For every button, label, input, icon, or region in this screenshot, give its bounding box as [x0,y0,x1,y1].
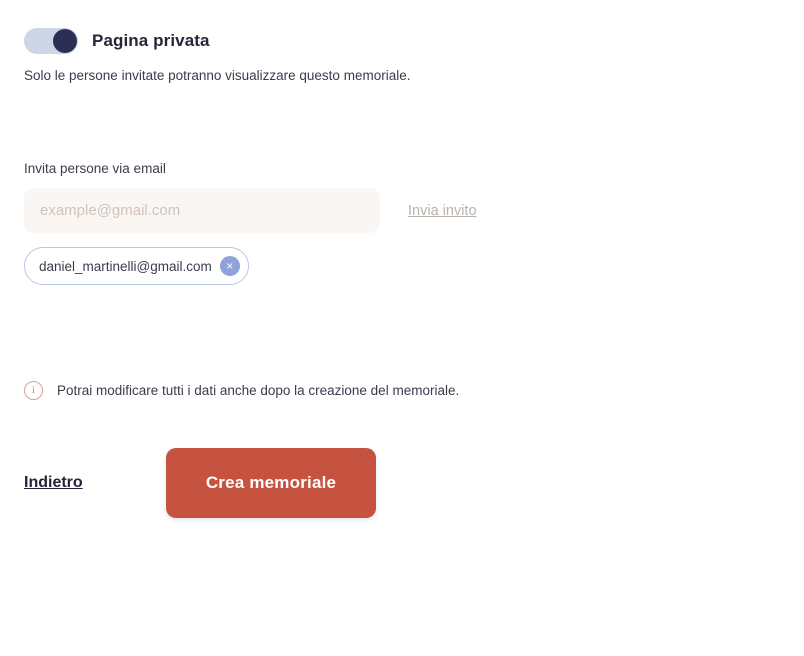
private-page-label: Pagina privata [92,31,210,50]
invite-email-input[interactable] [24,188,380,233]
info-notice [24,381,780,400]
invited-person-email: daniel_martinelli@gmail.com [39,258,212,274]
invite-row [24,188,780,233]
info-icon: i [24,381,43,400]
invited-people-list [24,247,780,285]
toggle-knob [53,29,77,53]
private-page-description: Solo le persone invitate potranno visualizzare questo memoriale. [24,68,411,83]
create-memorial-button[interactable]: Crea memoriale [166,448,376,518]
info-notice-text: Potrai modificare tutti i dati anche dopo la creazione del memoriale. [57,383,460,398]
send-invite-link[interactable]: Invia invito [408,202,477,219]
close-icon[interactable]: × [220,256,240,276]
form-actions [24,448,780,518]
back-button[interactable]: Indietro [24,474,83,491]
private-page-toggle[interactable] [24,28,78,54]
invite-field-label: Invita persone via email [24,161,166,176]
invited-person-chip [24,247,249,285]
private-page-toggle-row [24,28,780,54]
